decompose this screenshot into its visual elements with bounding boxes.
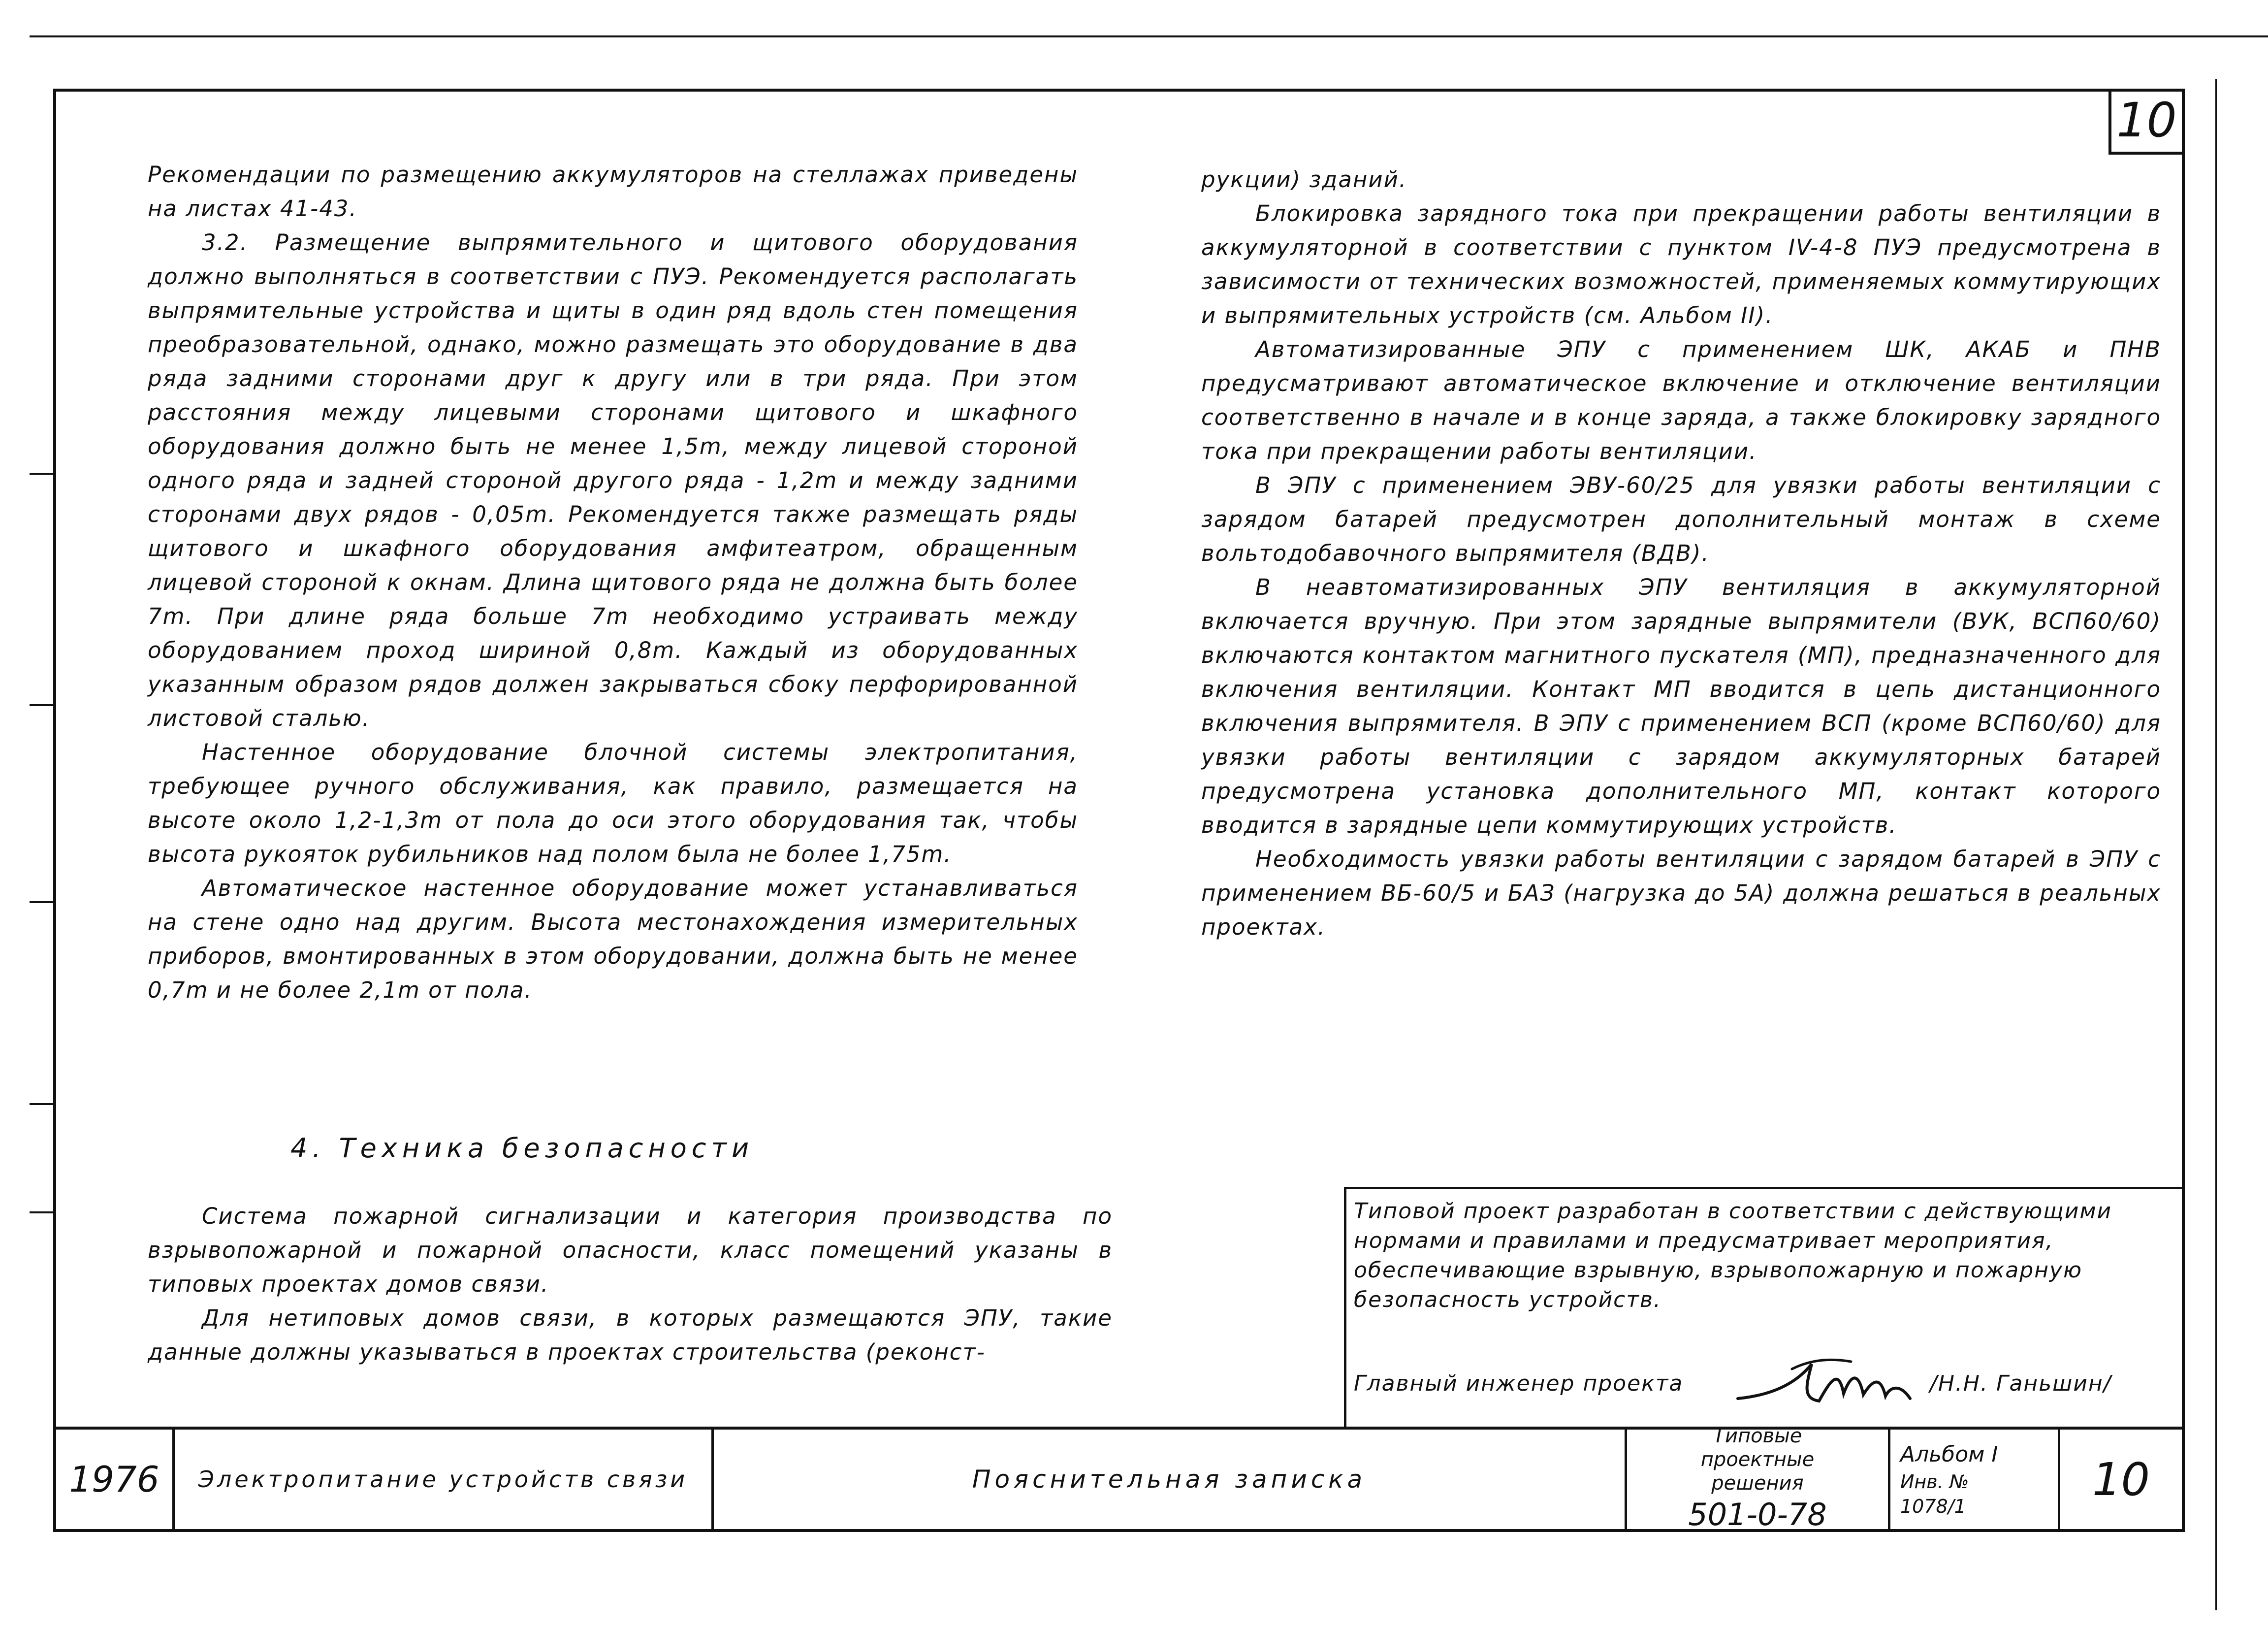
title-album [1890,1430,2058,1529]
paragraph-automated-epu: Автоматизированные ЭПУ с применением ШК, АКАБ и ПНВ предусматривают автоматическое включение и отключение вентиляции соответственно в начале и в конце заряда, а также блокировку зарядного тока при прекращении работы вентиляции. [1201,336,2161,464]
safety-text [148,1199,1113,1369]
binding-tick-4 [30,1103,53,1105]
title-divider-1 [172,1427,175,1530]
title-document: Пояснительная записка [972,1465,1367,1494]
paragraph-wall-equipment: Настенное оборудование блочной системы электропитания, требующее ручного обслуживания, как правило, размещается на высоте около 1,2-1,3m от пола до оси этого оборудования так, чтобы высота рукояток рубильников над полом была не более 1,75m. [148,739,1078,867]
paragraph-fire-alarm: Система пожарной сигнализации и категория производства по взрывопожарной и пожарной опасности, класс помещений указаны в типовых проектах домов связи. [148,1203,1113,1297]
note-box-top-line [1344,1187,2183,1189]
frame-top-line [53,89,2185,92]
paragraph-evu-60-25: В ЭПУ с применением ЭВУ-60/25 для увязки работы вентиляции с зарядом батарей предусмотрен дополнительный монтаж в схеме вольтодобавочного выпрямителя (ВДВ). [1201,472,2161,566]
binding-tick-1 [30,473,53,475]
title-inventory: Инв. № 1078/1 [1900,1471,1969,1517]
title-year: 1976 [69,1459,160,1500]
title-album-label: Альбом I [1900,1442,1998,1467]
left-column-text [148,158,1078,1007]
right-column-text [1201,163,2161,944]
note-box-left-line [1344,1187,1346,1428]
chief-engineer-label: Главный инженер проекта [1354,1371,1684,1396]
sheet-number-top: 10 [2116,93,2177,148]
frame-left-line [53,89,56,1531]
sheet-number-box [2108,89,2182,155]
binding-tick-5 [30,1211,53,1213]
paragraph-automatic-equipment: Автоматическое настенное оборудование может устанавливаться на стене одно над другим. Высота местонахождения измерительных приборов, вмонтированных в этом оборудовании, должна быть не менее 0,7m и не более 2,1m от пола. [148,875,1078,1003]
title-block-bottom-line [53,1529,2185,1532]
title-series-code: 501-0-78 [1688,1497,1827,1532]
title-sheet-number: 10 [2092,1453,2150,1506]
title-series [1627,1425,1888,1532]
title-subject: Электропитание устройств связи [198,1466,688,1493]
paragraph-non-automated-epu: В неавтоматизированных ЭПУ вентиляция в аккумуляторной включается вручную. При этом зарядные выпрямители (ВУК, ВСП60/60) включаются контактом магнитного пускателя (МП), предназначенного для включения вентиляции. Контакт МП вводится в цепь дистанционного включения выпрямителя. В ЭПУ с применением ВСП (кроме ВСП60/60) для увязки работы вентиляции с зарядом аккумуляторных батарей предусмотрена установка дополнительного МП, контакт которого вводится в зарядные цепи коммутирующих устройств. [1201,574,2161,838]
binding-tick-3 [30,901,53,903]
paragraph-non-standard-buildings: Для нетиповых домов связи, в которых размещаются ЭПУ, такие данные должны указываться в проектах строительства (реконст- [148,1305,1113,1365]
title-series-label: Типовые проектные решения [1700,1425,1815,1495]
chief-engineer-signature [1733,1349,1920,1413]
frame-right-line [2182,89,2185,1531]
binding-tick-2 [30,704,53,706]
top-edge-line [30,35,2268,37]
section-heading-safety: 4. Техника безопасности [290,1133,754,1164]
paragraph-3-2: 3.2. Размещение выпрямительного и щитового оборудования должно выполняться в соответствии с ПУЭ. Рекомендуется располагать выпрямительные устройства и щиты в один ряд вдоль стен помещения преобразовательной, однако, можно размещать это оборудование в два ряда задними сторонами друг к другу или в три ряда. При этом расстояния между лицевыми сторонами щитового и шкафного оборудования должно быть не менее 1,5m, между лицевой стороной одного ряда и задней стороной другого ряда - 1,2m и между задними сторонами двух рядов - 0,05m. Рекомендуется также размещать ряды щитового и шкафного оборудования амфитеатром, обращенным лицевой стороной к окнам. Длина щитового ряда не должна быть более 7m. При длине ряда больше 7m необходимо устраивать между оборудованием проход шириной 0,8m. Каждый из оборудованных указанным образом рядов должен закрываться сбоку перфорированной листовой сталью. [148,229,1078,731]
paragraph-buildings-end: рукции) зданий. [1201,166,1407,193]
chief-engineer-name: /Н.Н. Ганьшин/ [1930,1371,2112,1396]
paragraph-vb-60-5: Необходимость увязки работы вентиляции с зарядом батарей в ЭПУ с применением ВБ-60/5 и БАЗ (нагрузка до 5А) должна решаться в реальных проектах. [1201,846,2161,940]
paragraph-racks-reference: Рекомендации по размещению аккумуляторов на стеллажах приведены на листах 41-43. [148,162,1078,222]
outer-right-line [2215,79,2217,1610]
compliance-note: Типовой проект разработан в соответствии с действующими нормами и правилами и предусматривает мероприятия, обеспечивающие взрывную, взрывопожарную и пожарную безопасность устройств. [1354,1199,2112,1312]
paragraph-charge-blocking: Блокировка зарядного тока при прекращении работы вентиляции в аккумуляторной в соответствии с пунктом IV-4-8 ПУЭ предусмотрена в зависимости от технических возможностей, применяемых коммутирующих и выпрямительных устройств (см. Альбом II). [1201,200,2161,328]
